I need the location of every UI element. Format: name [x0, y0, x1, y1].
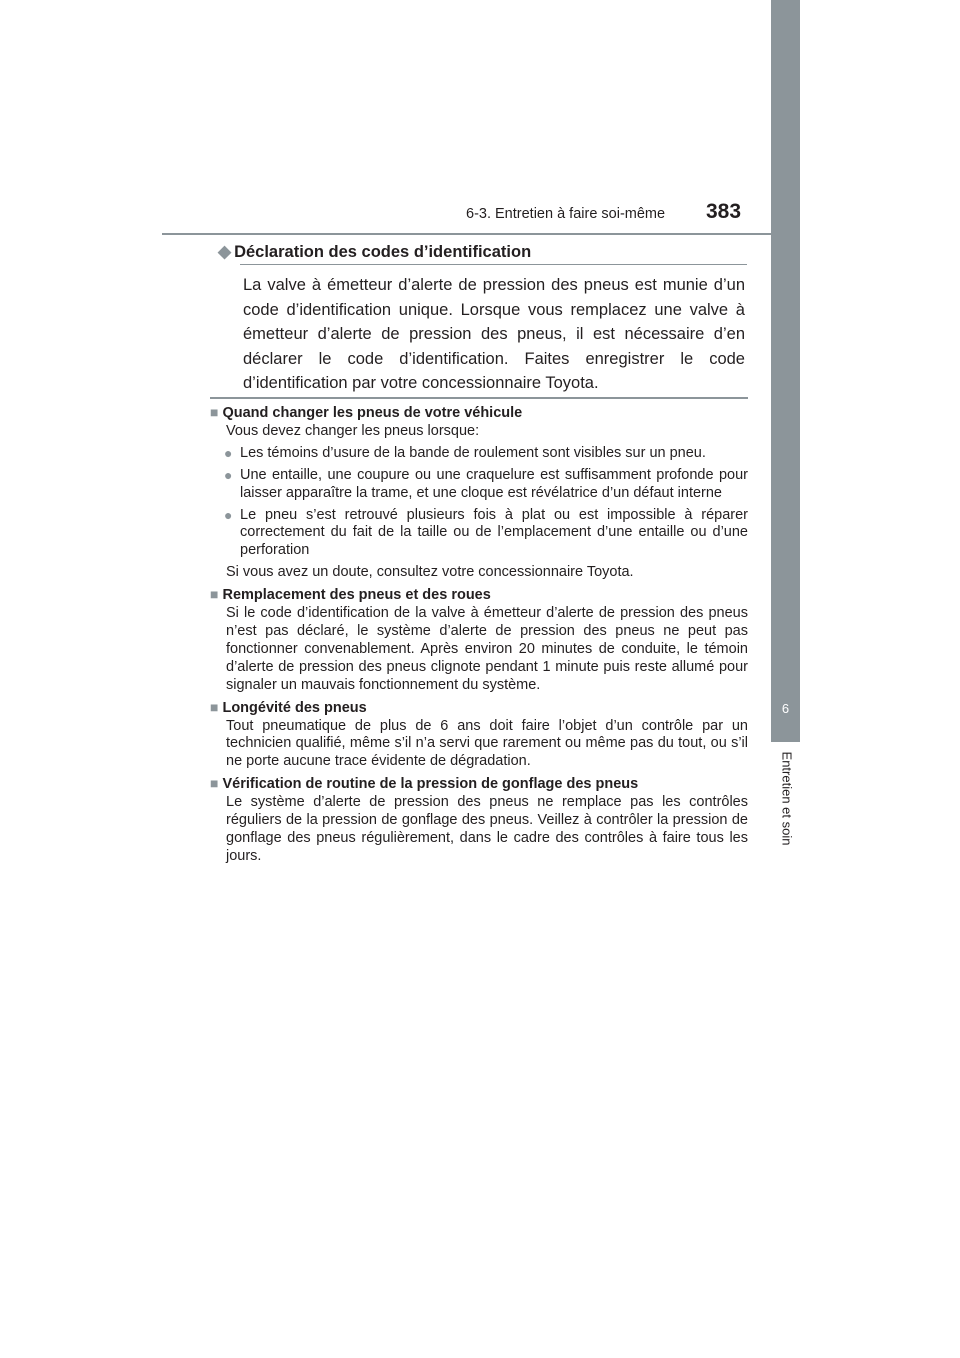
side-tab-chapter-number: 6: [771, 674, 800, 742]
square-bullet-icon: ■: [210, 586, 219, 603]
diamond-icon: ◆: [218, 242, 232, 261]
side-tab-caption: [773, 742, 801, 854]
box-title-text: Déclaration des codes d’identification: [234, 243, 532, 261]
side-tab-upper: [771, 0, 800, 674]
list-item: [210, 445, 748, 463]
section-title: [210, 586, 748, 605]
list-item-text: Une entaille, une coupure ou une craquelure est suffisamment profonde pour laisser apparaître la trame, et une cloque est révélatrice d’un défaut interne: [240, 466, 748, 501]
section-body: Si le code d’identification de la valve à émetteur d’alerte de pression des pneus n’est pas déclaré, le système d’alerte de pression des pneus ne peut pas fonctionner convenablement. Après environ 20 minutes de conduite, le témoin d’alerte de pression des pneus clignote pendant 1 minute puis reste allumé pour signaler un mauvais fonctionnement du système.: [226, 605, 748, 693]
section-body: Tout pneumatique de plus de 6 ans doit faire l’objet d’un contrôle par un technicien qualifié, même s’il n’a servi que rarement ou même pas du tout, ou s’il ne porte aucune trace évidente de dégradation.: [226, 717, 748, 770]
square-bullet-icon: ■: [210, 698, 219, 715]
box-paragraph: La valve à émetteur d’alerte de pression des pneus est munie d’un code d’identification unique. Lorsque vous remplacez une valve à émetteur d’alerte de pression des pneus, il est nécessaire d’en déclarer le code d’identification. Faites enregistrer le code d’identification par votre concessionnaire Toyota.: [243, 276, 745, 392]
list-item-text: Le pneu s’est retrouvé plusieurs fois à plat ou est impossible à réparer correctement du fait de la taille ou de l’emplacement d’une entaille ou d’une perforation: [240, 506, 748, 559]
section-title-text: Quand changer les pneus de votre véhicule: [222, 405, 523, 421]
section-tire-replacement: [210, 586, 748, 694]
page-number: 383: [706, 200, 742, 223]
square-bullet-icon: ■: [210, 775, 219, 792]
section-after-text: Si vous avez un doute, consultez votre concessionnaire Toyota.: [226, 564, 634, 581]
section-title: [210, 699, 748, 718]
section-title-text: Longévité des pneus: [222, 699, 367, 716]
content: [210, 404, 748, 866]
round-bullet-icon: ●: [224, 444, 233, 461]
section-pressure-check: [210, 775, 748, 866]
round-bullet-icon: ●: [224, 506, 233, 523]
section-tire-change: [210, 404, 748, 582]
section-title: [210, 404, 748, 423]
header-section-title: 6-3. Entretien à faire soi-même: [466, 206, 666, 222]
section-title-text: Vérification de routine de la pression de gonflage des pneus: [222, 776, 639, 793]
side-tab-label: Entretien et soin: [779, 751, 795, 845]
section-tire-longevity: [210, 699, 748, 772]
list-item: [210, 467, 748, 503]
list-item: [210, 507, 748, 561]
header-rule: [162, 233, 800, 235]
section-intro: Vous devez changer les pneus lorsque:: [226, 422, 480, 439]
section-title-text: Remplacement des pneus et des roues: [222, 587, 491, 604]
list-item-text: Les témoins d’usure de la bande de roulement sont visibles sur un pneu.: [240, 444, 706, 461]
box-bottom-rule: [210, 397, 748, 399]
section-title: [210, 775, 748, 794]
box-separator: [240, 264, 747, 265]
box-title: [218, 242, 531, 262]
section-body: Le système d’alerte de pression des pneus ne remplace pas les contrôles réguliers de la pression de gonflage des pneus. Veillez à contrôler la pression de gonflage des pneus régulièrement, dans le cadre des contrôles à faire tous les jours.: [226, 794, 748, 864]
square-bullet-icon: ■: [210, 404, 219, 420]
round-bullet-icon: ●: [224, 466, 233, 483]
